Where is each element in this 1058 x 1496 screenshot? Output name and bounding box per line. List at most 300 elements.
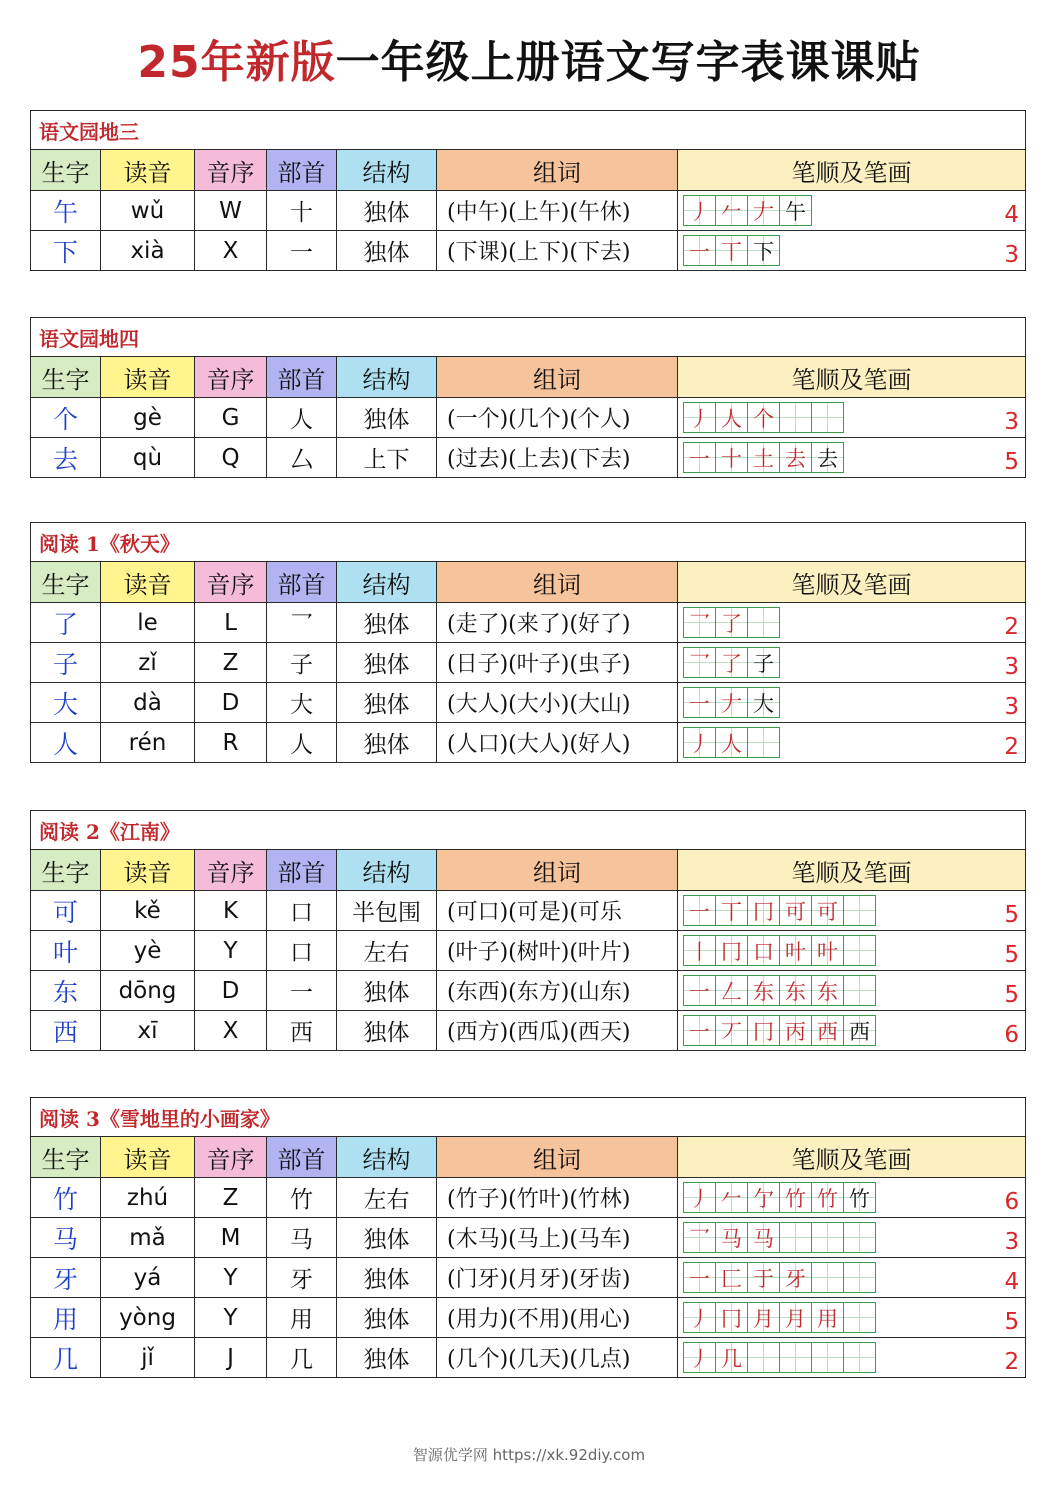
- stroke-box: 𠂇: [747, 195, 780, 226]
- words-cell: (几个)(几天)(几点): [437, 1338, 678, 1378]
- stroke-box: 𠂇: [715, 687, 748, 718]
- stroke-box: 大: [747, 687, 780, 718]
- table-row: [31, 1218, 1026, 1258]
- stroke-box: 冂: [715, 935, 748, 966]
- words-cell: (日子)(叶子)(虫子): [437, 643, 678, 683]
- stroke-box: 一: [683, 1262, 716, 1293]
- column-header: 读音: [101, 562, 195, 603]
- stroke-order-cell: [678, 438, 1026, 478]
- table-row: [31, 398, 1026, 438]
- words-cell: (门牙)(月牙)(牙齿): [437, 1258, 678, 1298]
- column-header: 组词: [437, 1137, 678, 1178]
- words-cell: (一个)(几个)(个人): [437, 398, 678, 438]
- structure-cell: 独体: [337, 1258, 437, 1298]
- stroke-grid: [683, 402, 843, 433]
- pinyin-cell: wǔ: [101, 191, 195, 231]
- stroke-box: 西: [811, 1015, 844, 1046]
- table-row: [31, 1258, 1026, 1298]
- column-header: 部首: [267, 562, 337, 603]
- stroke-box: 乛: [683, 647, 716, 678]
- initial-letter-cell: K: [195, 891, 267, 931]
- stroke-count: 5: [1004, 942, 1020, 968]
- words-cell: (过去)(上去)(下去): [437, 438, 678, 478]
- character-cell: 人: [31, 723, 101, 763]
- stroke-grid: [683, 1342, 875, 1373]
- stroke-grid: [683, 727, 779, 758]
- structure-cell: 独体: [337, 723, 437, 763]
- structure-cell: 独体: [337, 1298, 437, 1338]
- stroke-order-cell: [678, 1258, 1026, 1298]
- words-cell: (大人)(大小)(大山): [437, 683, 678, 723]
- table-row: [31, 723, 1026, 763]
- stroke-box: 一: [683, 975, 716, 1006]
- stroke-box: 冂: [715, 1302, 748, 1333]
- stroke-box: 丅: [715, 895, 748, 926]
- section-table: [30, 1097, 1025, 1378]
- column-header: 生字: [31, 562, 101, 603]
- stroke-box: 丿: [683, 1302, 716, 1333]
- initial-letter-cell: R: [195, 723, 267, 763]
- character-cell: 午: [31, 191, 101, 231]
- column-header: 结构: [337, 1137, 437, 1178]
- stroke-count: 3: [1004, 242, 1020, 268]
- pinyin-cell: le: [101, 603, 195, 643]
- stroke-box: 口: [747, 935, 780, 966]
- pinyin-cell: rén: [101, 723, 195, 763]
- column-header: 读音: [101, 1137, 195, 1178]
- stroke-order-cell: [678, 1338, 1026, 1378]
- stroke-box: 用: [811, 1302, 844, 1333]
- radical-cell: 马: [267, 1218, 337, 1258]
- stroke-order-cell: [678, 1298, 1026, 1338]
- column-header: 组词: [437, 850, 678, 891]
- stroke-box: 一: [683, 235, 716, 266]
- radical-cell: 一: [267, 971, 337, 1011]
- stroke-box: [843, 935, 876, 966]
- initial-letter-cell: J: [195, 1338, 267, 1378]
- stroke-box: 于: [747, 1262, 780, 1293]
- pinyin-cell: yè: [101, 931, 195, 971]
- stroke-box: [843, 975, 876, 1006]
- stroke-box: 丅: [715, 235, 748, 266]
- radical-cell: 人: [267, 398, 337, 438]
- character-cell: 去: [31, 438, 101, 478]
- stroke-count: 5: [1004, 982, 1020, 1008]
- stroke-count: 6: [1004, 1189, 1020, 1215]
- pinyin-cell: dōng: [101, 971, 195, 1011]
- stroke-box: 个: [747, 402, 780, 433]
- initial-letter-cell: Y: [195, 1258, 267, 1298]
- pinyin-cell: zǐ: [101, 643, 195, 683]
- structure-cell: 上下: [337, 438, 437, 478]
- stroke-count: 4: [1004, 202, 1020, 228]
- stroke-count: 3: [1004, 694, 1020, 720]
- column-header: 读音: [101, 850, 195, 891]
- stroke-box: 人: [715, 727, 748, 758]
- initial-letter-cell: X: [195, 1011, 267, 1051]
- stroke-box: 竹: [779, 1182, 812, 1213]
- radical-cell: 大: [267, 683, 337, 723]
- stroke-box: 丿: [683, 195, 716, 226]
- table-row: [31, 643, 1026, 683]
- pinyin-cell: mǎ: [101, 1218, 195, 1258]
- stroke-count: 3: [1004, 654, 1020, 680]
- stroke-box: 丨: [683, 935, 716, 966]
- table-row: [31, 683, 1026, 723]
- structure-cell: 独体: [337, 603, 437, 643]
- structure-cell: 独体: [337, 643, 437, 683]
- stroke-box: [779, 1222, 812, 1253]
- column-header: 生字: [31, 1137, 101, 1178]
- stroke-count: 2: [1004, 734, 1020, 760]
- stroke-box: [843, 1342, 876, 1373]
- table-row: [31, 971, 1026, 1011]
- words-cell: (叶子)(树叶)(叶片): [437, 931, 678, 971]
- stroke-box: 东: [779, 975, 812, 1006]
- words-cell: (木马)(马上)(马车): [437, 1218, 678, 1258]
- stroke-count: 2: [1004, 614, 1020, 640]
- table-row: [31, 891, 1026, 931]
- column-header: 音序: [195, 150, 267, 191]
- stroke-order-cell: [678, 931, 1026, 971]
- stroke-count: 2: [1004, 1349, 1020, 1375]
- column-header: 生字: [31, 850, 101, 891]
- table-row: [31, 603, 1026, 643]
- radical-cell: 西: [267, 1011, 337, 1051]
- structure-cell: 左右: [337, 1178, 437, 1218]
- stroke-box: 牙: [779, 1262, 812, 1293]
- words-cell: (东西)(东方)(山东): [437, 971, 678, 1011]
- stroke-box: 丆: [715, 1015, 748, 1046]
- character-cell: 马: [31, 1218, 101, 1258]
- table-row: [31, 231, 1026, 271]
- stroke-box: 乛: [683, 607, 716, 638]
- stroke-box: 月: [779, 1302, 812, 1333]
- radical-cell: 口: [267, 891, 337, 931]
- stroke-box: 西: [843, 1015, 876, 1046]
- stroke-box: 丿: [683, 402, 716, 433]
- stroke-box: 子: [747, 647, 780, 678]
- stroke-order-cell: [678, 891, 1026, 931]
- stroke-box: 丿: [683, 1342, 716, 1373]
- stroke-box: 𠂉: [715, 1182, 748, 1213]
- column-header: 生字: [31, 357, 101, 398]
- stroke-box: [843, 1262, 876, 1293]
- stroke-box: [779, 1342, 812, 1373]
- structure-cell: 独体: [337, 191, 437, 231]
- character-cell: 西: [31, 1011, 101, 1051]
- stroke-box: 亇: [747, 1182, 780, 1213]
- pinyin-cell: yá: [101, 1258, 195, 1298]
- stroke-box: 叶: [811, 935, 844, 966]
- column-header: 音序: [195, 562, 267, 603]
- stroke-box: [843, 1302, 876, 1333]
- stroke-box: 冂: [747, 1015, 780, 1046]
- stroke-box: [811, 402, 844, 433]
- stroke-grid: [683, 647, 779, 678]
- words-cell: (竹子)(竹叶)(竹林): [437, 1178, 678, 1218]
- stroke-box: 十: [715, 442, 748, 473]
- stroke-box: 乛: [683, 1222, 716, 1253]
- table-row: [31, 191, 1026, 231]
- initial-letter-cell: W: [195, 191, 267, 231]
- stroke-grid: [683, 1302, 875, 1333]
- column-header: 笔顺及笔画: [678, 1137, 1026, 1178]
- stroke-box: 一: [683, 895, 716, 926]
- column-header: 音序: [195, 357, 267, 398]
- structure-cell: 独体: [337, 231, 437, 271]
- pinyin-cell: qù: [101, 438, 195, 478]
- column-header: 结构: [337, 562, 437, 603]
- column-header: 部首: [267, 357, 337, 398]
- stroke-count: 5: [1004, 449, 1020, 475]
- stroke-box: 𠃋: [715, 975, 748, 1006]
- stroke-box: [779, 402, 812, 433]
- stroke-grid: [683, 1015, 875, 1046]
- stroke-box: [747, 727, 780, 758]
- initial-letter-cell: D: [195, 971, 267, 1011]
- column-header: 生字: [31, 150, 101, 191]
- column-header: 部首: [267, 1137, 337, 1178]
- stroke-count: 5: [1004, 902, 1020, 928]
- stroke-box: [843, 895, 876, 926]
- stroke-box: 人: [715, 402, 748, 433]
- radical-cell: 口: [267, 931, 337, 971]
- words-cell: (用力)(不用)(用心): [437, 1298, 678, 1338]
- stroke-order-cell: [678, 191, 1026, 231]
- column-header: 笔顺及笔画: [678, 850, 1026, 891]
- stroke-box: 叶: [779, 935, 812, 966]
- stroke-box: 可: [779, 895, 812, 926]
- column-header: 音序: [195, 1137, 267, 1178]
- character-cell: 个: [31, 398, 101, 438]
- stroke-order-cell: [678, 603, 1026, 643]
- stroke-box: 下: [747, 235, 780, 266]
- stroke-box: 丙: [779, 1015, 812, 1046]
- table-row: [31, 1338, 1026, 1378]
- pinyin-cell: jǐ: [101, 1338, 195, 1378]
- section-table: [30, 317, 1025, 478]
- column-header: 笔顺及笔画: [678, 357, 1026, 398]
- stroke-box: 了: [715, 647, 748, 678]
- stroke-box: [811, 1262, 844, 1293]
- words-cell: (人口)(大人)(好人): [437, 723, 678, 763]
- character-cell: 子: [31, 643, 101, 683]
- section-table: [30, 522, 1025, 763]
- stroke-box: 东: [747, 975, 780, 1006]
- stroke-box: [747, 607, 780, 638]
- stroke-box: [811, 1222, 844, 1253]
- initial-letter-cell: Z: [195, 1178, 267, 1218]
- stroke-grid: [683, 975, 875, 1006]
- section-title: 阅读 3《雪地里的小画家》: [31, 1098, 1026, 1137]
- words-cell: (下课)(上下)(下去): [437, 231, 678, 271]
- section-title: 语文园地三: [31, 111, 1026, 150]
- stroke-count: 6: [1004, 1022, 1020, 1048]
- structure-cell: 独体: [337, 1218, 437, 1258]
- stroke-order-cell: [678, 1011, 1026, 1051]
- stroke-count: 5: [1004, 1309, 1020, 1335]
- radical-cell: 一: [267, 231, 337, 271]
- table-row: [31, 438, 1026, 478]
- stroke-order-cell: [678, 1218, 1026, 1258]
- character-cell: 下: [31, 231, 101, 271]
- radical-cell: 牙: [267, 1258, 337, 1298]
- stroke-grid: [683, 1182, 875, 1213]
- radical-cell: 子: [267, 643, 337, 683]
- character-cell: 叶: [31, 931, 101, 971]
- stroke-box: 丿: [683, 1182, 716, 1213]
- stroke-order-cell: [678, 231, 1026, 271]
- stroke-order-cell: [678, 971, 1026, 1011]
- pinyin-cell: yòng: [101, 1298, 195, 1338]
- structure-cell: 独体: [337, 683, 437, 723]
- words-cell: (走了)(来了)(好了): [437, 603, 678, 643]
- column-header: 读音: [101, 150, 195, 191]
- stroke-box: 竹: [811, 1182, 844, 1213]
- section-title: 阅读 1《秋天》: [31, 523, 1026, 562]
- stroke-box: 竹: [843, 1182, 876, 1213]
- section-table: [30, 110, 1025, 271]
- stroke-box: 去: [811, 442, 844, 473]
- structure-cell: 独体: [337, 971, 437, 1011]
- stroke-box: 一: [683, 687, 716, 718]
- stroke-count: 3: [1004, 1229, 1020, 1255]
- stroke-box: 东: [811, 975, 844, 1006]
- stroke-box: 一: [683, 1015, 716, 1046]
- structure-cell: 左右: [337, 931, 437, 971]
- initial-letter-cell: Y: [195, 1298, 267, 1338]
- stroke-order-cell: [678, 1178, 1026, 1218]
- stroke-grid: [683, 607, 779, 638]
- column-header: 笔顺及笔画: [678, 562, 1026, 603]
- words-cell: (西方)(西瓜)(西天): [437, 1011, 678, 1051]
- character-cell: 竹: [31, 1178, 101, 1218]
- radical-cell: 乛: [267, 603, 337, 643]
- radical-cell: 厶: [267, 438, 337, 478]
- stroke-grid: [683, 895, 875, 926]
- column-header: 结构: [337, 850, 437, 891]
- stroke-box: 了: [715, 607, 748, 638]
- initial-letter-cell: Q: [195, 438, 267, 478]
- stroke-grid: [683, 687, 779, 718]
- pinyin-cell: xià: [101, 231, 195, 271]
- character-cell: 大: [31, 683, 101, 723]
- pinyin-cell: xī: [101, 1011, 195, 1051]
- character-cell: 用: [31, 1298, 101, 1338]
- words-cell: (中午)(上午)(午休): [437, 191, 678, 231]
- structure-cell: 独体: [337, 398, 437, 438]
- column-header: 部首: [267, 850, 337, 891]
- stroke-grid: [683, 935, 875, 966]
- stroke-box: 去: [779, 442, 812, 473]
- stroke-box: 土: [747, 442, 780, 473]
- stroke-order-cell: [678, 723, 1026, 763]
- initial-letter-cell: X: [195, 231, 267, 271]
- radical-cell: 竹: [267, 1178, 337, 1218]
- stroke-box: 𠂉: [715, 195, 748, 226]
- radical-cell: 几: [267, 1338, 337, 1378]
- stroke-box: 月: [747, 1302, 780, 1333]
- character-cell: 可: [31, 891, 101, 931]
- table-row: [31, 931, 1026, 971]
- stroke-box: [811, 1342, 844, 1373]
- structure-cell: 独体: [337, 1338, 437, 1378]
- column-header: 组词: [437, 562, 678, 603]
- column-header: 结构: [337, 150, 437, 191]
- table-row: [31, 1298, 1026, 1338]
- words-cell: (可口)(可是)(可乐: [437, 891, 678, 931]
- table-row: [31, 1011, 1026, 1051]
- section-title: 阅读 2《江南》: [31, 811, 1026, 850]
- stroke-order-cell: [678, 398, 1026, 438]
- pinyin-cell: zhú: [101, 1178, 195, 1218]
- character-cell: 了: [31, 603, 101, 643]
- pinyin-cell: gè: [101, 398, 195, 438]
- section-table: [30, 810, 1025, 1051]
- stroke-box: 几: [715, 1342, 748, 1373]
- radical-cell: 十: [267, 191, 337, 231]
- stroke-box: 丿: [683, 727, 716, 758]
- stroke-grid: [683, 1262, 875, 1293]
- table-row: [31, 1178, 1026, 1218]
- stroke-grid: [683, 1222, 875, 1253]
- stroke-box: 午: [779, 195, 812, 226]
- title-highlight: 25年新版: [137, 37, 336, 88]
- radical-cell: 用: [267, 1298, 337, 1338]
- stroke-box: [843, 1222, 876, 1253]
- stroke-box: 一: [683, 442, 716, 473]
- stroke-box: 马: [747, 1222, 780, 1253]
- initial-letter-cell: G: [195, 398, 267, 438]
- initial-letter-cell: M: [195, 1218, 267, 1258]
- initial-letter-cell: L: [195, 603, 267, 643]
- stroke-grid: [683, 442, 843, 473]
- stroke-order-cell: [678, 683, 1026, 723]
- initial-letter-cell: Z: [195, 643, 267, 683]
- structure-cell: 半包围: [337, 891, 437, 931]
- column-header: 笔顺及笔画: [678, 150, 1026, 191]
- column-header: 读音: [101, 357, 195, 398]
- character-cell: 牙: [31, 1258, 101, 1298]
- pinyin-cell: kě: [101, 891, 195, 931]
- stroke-box: [747, 1342, 780, 1373]
- stroke-grid: [683, 235, 779, 266]
- stroke-grid: [683, 195, 811, 226]
- pinyin-cell: dà: [101, 683, 195, 723]
- initial-letter-cell: Y: [195, 931, 267, 971]
- structure-cell: 独体: [337, 1011, 437, 1051]
- column-header: 部首: [267, 150, 337, 191]
- column-header: 音序: [195, 850, 267, 891]
- initial-letter-cell: D: [195, 683, 267, 723]
- footer-watermark: 智源优学网 https://xk.92diy.com: [412, 1446, 646, 1464]
- section-title: 语文园地四: [31, 318, 1026, 357]
- column-header: 组词: [437, 150, 678, 191]
- stroke-box: 匚: [715, 1262, 748, 1293]
- stroke-count: 4: [1004, 1269, 1020, 1295]
- stroke-box: 冂: [747, 895, 780, 926]
- stroke-order-cell: [678, 643, 1026, 683]
- stroke-count: 3: [1004, 409, 1020, 435]
- stroke-box: 可: [811, 895, 844, 926]
- stroke-box: 马: [715, 1222, 748, 1253]
- title-main: 一年级上册语文写字表课课贴: [335, 37, 921, 88]
- character-cell: 东: [31, 971, 101, 1011]
- column-header: 结构: [337, 357, 437, 398]
- character-cell: 几: [31, 1338, 101, 1378]
- column-header: 组词: [437, 357, 678, 398]
